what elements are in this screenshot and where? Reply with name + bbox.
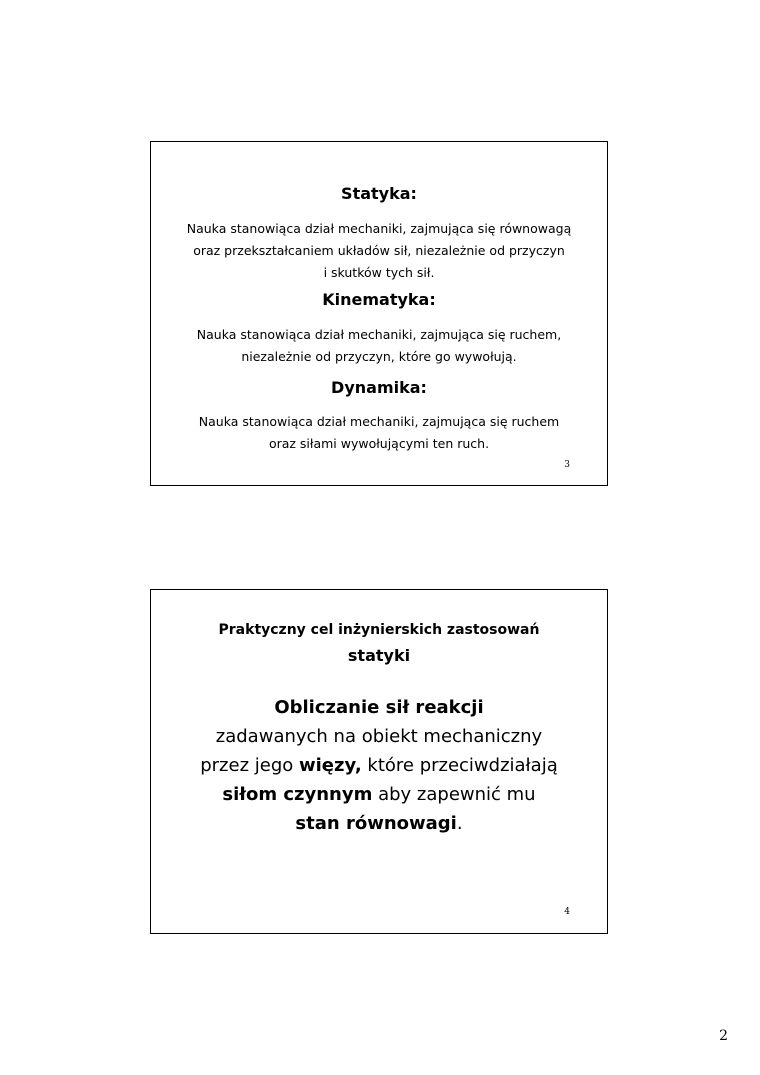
slide-4 <box>150 589 608 934</box>
body-line-2: zadawanych na obiekt mechaniczny <box>215 726 543 747</box>
slide-number: 4 <box>564 907 570 917</box>
statyka-definition <box>151 218 607 284</box>
statyka-line-2: oraz przekształcaniem układów sił, niezależnie od przyczyn <box>193 243 565 258</box>
body-line-3 <box>151 751 607 780</box>
body-line-4 <box>151 780 607 809</box>
kinematyka-line-1: Nauka stanowiąca dział mechaniki, zajmująca się ruchem, <box>196 327 562 342</box>
main-heading: Obliczanie sił reakcji <box>274 697 484 718</box>
body-line-5 <box>151 809 607 838</box>
kinematyka-line-2: niezależnie od przyczyn, które go wywołują. <box>241 349 517 364</box>
dynamika-definition <box>151 411 607 455</box>
body-line-3-pre: przez jego <box>200 755 299 776</box>
body-line-4-bold: siłom czynnym <box>222 784 373 805</box>
dynamika-line-1: Nauka stanowiąca dział mechaniki, zajmująca się ruchem <box>198 414 560 429</box>
slide-title: Praktyczny cel inżynierskich zastosowań <box>218 622 540 638</box>
statyka-line-3: i skutków tych sił. <box>323 265 435 280</box>
body-line-5-bold: stan równowagi <box>295 813 457 834</box>
page-number: 2 <box>719 1028 728 1044</box>
slide-number: 3 <box>564 460 570 470</box>
statyka-line-1: Nauka stanowiąca dział mechaniki, zajmująca się równowagą <box>186 221 572 236</box>
slide-3 <box>150 141 608 486</box>
kinematyka-definition <box>151 324 607 368</box>
slide-title-line-2: statyki <box>347 646 411 665</box>
body-line-3-bold: więzy, <box>299 755 362 776</box>
dynamika-line-2: oraz siłami wywołującymi ten ruch. <box>268 436 490 451</box>
statyka-heading: Statyka: <box>341 184 417 203</box>
dynamika-heading: Dynamika: <box>331 378 427 397</box>
slide-body <box>151 693 607 838</box>
body-line-5-post: . <box>456 813 463 834</box>
body-line-4-post: aby zapewnić mu <box>372 784 536 805</box>
body-line-3-post: które przeciwdziałają <box>361 755 558 776</box>
kinematyka-heading: Kinematyka: <box>322 290 436 309</box>
